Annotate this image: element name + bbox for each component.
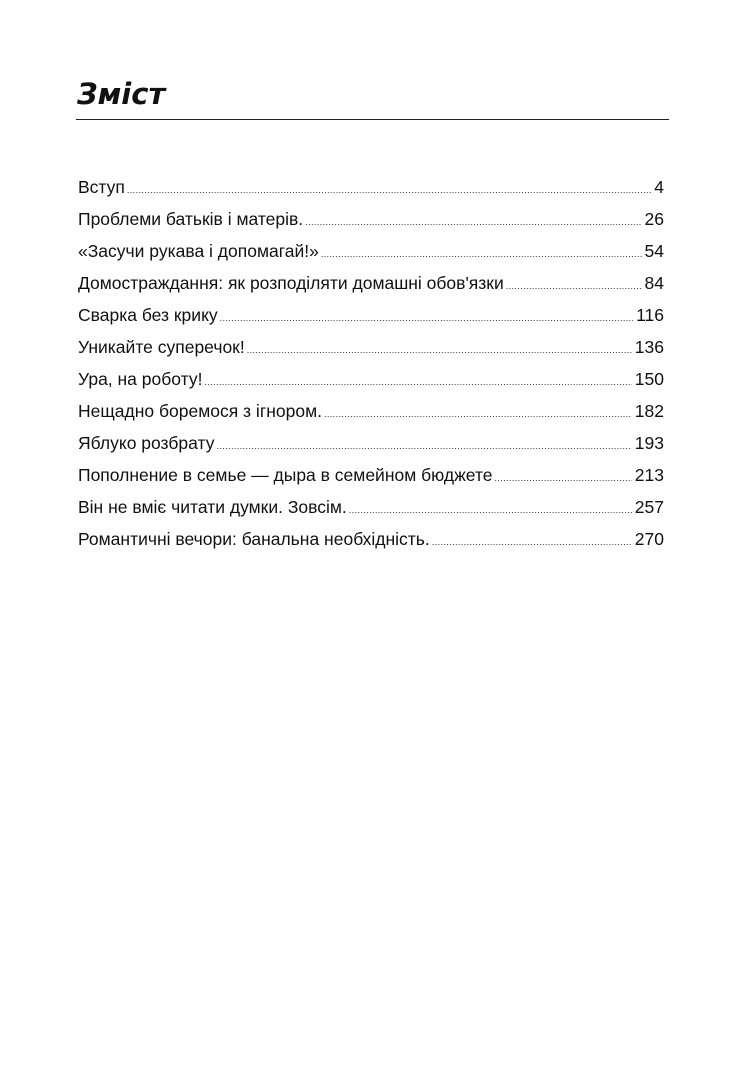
page-title: Зміст xyxy=(77,77,166,111)
toc-dot-leader xyxy=(324,398,632,430)
toc-dot-leader xyxy=(432,526,632,558)
toc-entry xyxy=(78,267,664,299)
toc-entry-page: 150 xyxy=(634,369,664,389)
toc-dot-leader xyxy=(349,494,632,526)
toc-dot-leader xyxy=(220,302,633,334)
toc-dot-leader xyxy=(204,366,631,398)
toc-dot-leader xyxy=(247,334,632,366)
toc-entry-page: 4 xyxy=(654,177,664,197)
toc-entry-title: Він не вміє читати думки. Зовсім. xyxy=(78,497,347,517)
toc-entry xyxy=(78,203,664,235)
toc-entry-title: Нещадно боремося з ігнором. xyxy=(78,401,322,421)
toc-entry xyxy=(78,171,664,203)
toc-entry-page: 257 xyxy=(634,497,664,517)
toc-entry-title: Домостраждання: як розподіляти домашні обов'язки xyxy=(78,273,504,293)
toc-entry xyxy=(78,491,664,523)
toc-entry xyxy=(78,235,664,267)
toc-entry-title: Яблуко розбрату xyxy=(78,433,215,453)
toc-entry-title: Ура, на роботу! xyxy=(78,369,203,389)
toc-entry-title: Уникайте суперечок! xyxy=(78,337,245,357)
table-of-contents xyxy=(78,171,664,555)
toc-entry xyxy=(78,331,664,363)
title-underline xyxy=(76,119,669,120)
toc-entry xyxy=(78,459,664,491)
toc-dot-leader xyxy=(495,462,632,494)
toc-entry-page: 136 xyxy=(634,337,664,357)
toc-entry-title: Вступ xyxy=(78,177,125,197)
toc-entry xyxy=(78,395,664,427)
toc-dot-leader xyxy=(127,174,651,206)
toc-entry-page: 54 xyxy=(644,241,664,261)
toc-dot-leader xyxy=(216,430,631,462)
toc-dot-leader xyxy=(305,206,641,238)
toc-entry xyxy=(78,523,664,555)
toc-entry-page: 26 xyxy=(644,209,664,229)
toc-entry-page: 182 xyxy=(634,401,664,421)
toc-entry-page: 116 xyxy=(636,305,664,325)
toc-entry-page: 213 xyxy=(634,465,664,485)
toc-entry-title: «Засучи рукава і допомагай!» xyxy=(78,241,319,261)
toc-dot-leader xyxy=(506,270,642,302)
toc-entry-title: Романтичні вечори: банальна необхідність. xyxy=(78,529,430,549)
toc-dot-leader xyxy=(321,238,642,270)
toc-entry-title: Пополнение в семье — дыра в семейном бюджете xyxy=(78,465,493,485)
toc-entry-page: 270 xyxy=(634,529,664,549)
toc-entry xyxy=(78,363,664,395)
toc-entry-page: 193 xyxy=(634,433,664,453)
toc-entry-title: Сварка без крику xyxy=(78,305,218,325)
toc-entry xyxy=(78,299,664,331)
toc-entry-title: Проблеми батьків і матерів. xyxy=(78,209,304,229)
toc-entry xyxy=(78,427,664,459)
toc-entry-page: 84 xyxy=(644,273,664,293)
